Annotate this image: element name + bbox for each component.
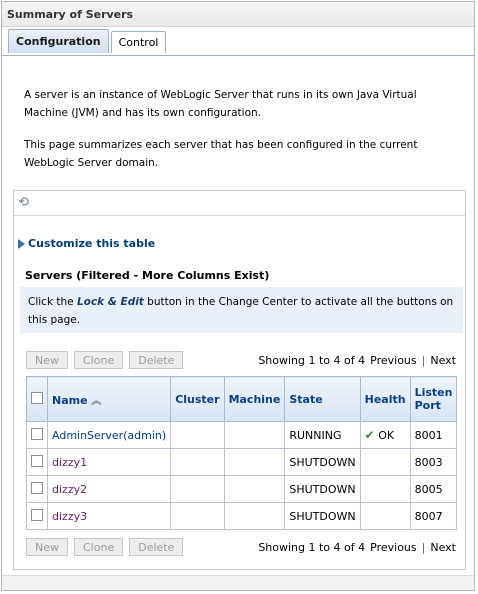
table-toolbar-top (26, 350, 456, 370)
panel-toolbar (14, 191, 465, 216)
clone-button[interactable]: Clone (74, 351, 123, 369)
customize-table-link[interactable] (18, 237, 155, 250)
table-title: Servers (Filtered - More Columns Exist) (25, 269, 270, 282)
column-header-name[interactable] (48, 377, 171, 422)
listen-port-cell: 8003 (410, 449, 457, 476)
state-cell: SHUTDOWN (285, 476, 360, 503)
next-link[interactable]: Next (430, 540, 456, 554)
notice-text-pre: Click the (28, 296, 77, 308)
column-name-label: Name (52, 393, 88, 407)
refresh-icon[interactable]: ⟲ (18, 195, 29, 210)
showing-text: Showing 1 to 4 of 4 (258, 353, 366, 367)
column-header-health[interactable]: Health (360, 377, 410, 422)
row-select-cell (27, 503, 48, 530)
machine-cell (224, 503, 285, 530)
machine-cell (224, 422, 285, 449)
customize-table-label: Customize this table (28, 237, 156, 250)
listen-port-cell: 8001 (410, 422, 457, 449)
cluster-cell (171, 476, 224, 503)
sort-ascending-icon: ︽ (91, 395, 102, 407)
row-checkbox[interactable] (31, 509, 43, 521)
row-select-cell (27, 422, 48, 449)
cluster-cell (171, 503, 224, 530)
server-name-cell (48, 503, 171, 530)
clone-button[interactable]: Clone (74, 538, 123, 556)
listen-port-cell: 8005 (410, 476, 457, 503)
table-row (27, 476, 457, 503)
machine-cell (224, 476, 285, 503)
state-cell: SHUTDOWN (285, 503, 360, 530)
pager (258, 354, 456, 367)
row-checkbox[interactable] (31, 428, 43, 440)
notice-lock-edit: Lock & Edit (76, 296, 144, 308)
server-name-link[interactable]: dizzy3 (52, 509, 88, 523)
row-checkbox[interactable] (31, 482, 43, 494)
select-all-header (27, 377, 48, 422)
pager-separator: | (421, 540, 426, 554)
new-button[interactable]: New (26, 351, 68, 369)
row-select-cell (27, 476, 48, 503)
pager (258, 541, 456, 554)
table-row (27, 422, 457, 449)
summary-of-servers-window (1, 1, 475, 591)
column-header-state[interactable]: State (285, 377, 360, 422)
delete-button[interactable]: Delete (129, 351, 183, 369)
health-cell (360, 422, 410, 449)
row-select-cell (27, 449, 48, 476)
health-text: OK (378, 429, 395, 442)
table-header-row (27, 377, 457, 422)
server-name-link[interactable]: dizzy2 (52, 482, 88, 496)
footer-bar (2, 575, 474, 590)
notice-text-post: button in the Change Center to activate all the buttons on this page. (28, 296, 454, 326)
column-header-listen-port[interactable]: Listen Port (410, 377, 457, 422)
servers-table-panel (13, 190, 466, 570)
tab-divider (2, 55, 474, 56)
server-name-cell (48, 422, 171, 449)
server-name-link[interactable]: dizzy1 (52, 455, 88, 469)
state-cell: RUNNING (285, 422, 360, 449)
health-cell (360, 503, 410, 530)
table-toolbar-bottom (26, 537, 456, 557)
column-header-machine[interactable]: Machine (224, 377, 285, 422)
cluster-cell (171, 449, 224, 476)
table-row (27, 449, 457, 476)
description-instance: A server is an instance of WebLogic Server that runs in its own Java Virtual Machine (JVM) and has its own configuration. (24, 89, 417, 119)
table-row (27, 503, 457, 530)
description-summary: This page summarizes each server that has been configured in the current WebLogic Server domain. (24, 139, 418, 169)
tab-strip (8, 31, 166, 53)
lock-edit-notice (20, 287, 463, 333)
pager-separator: | (421, 353, 426, 367)
delete-button[interactable]: Delete (129, 538, 183, 556)
server-name-link[interactable]: AdminServer(admin) (52, 428, 167, 442)
tab-configuration[interactable]: Configuration (8, 29, 109, 53)
next-link[interactable]: Next (430, 353, 456, 367)
expand-triangle-icon (18, 239, 25, 249)
row-checkbox[interactable] (31, 455, 43, 467)
health-cell (360, 449, 410, 476)
state-cell: SHUTDOWN (285, 449, 360, 476)
cluster-cell (171, 422, 224, 449)
page-title: Summary of Servers (2, 2, 474, 27)
checkmark-icon: ✔ (364, 428, 375, 442)
machine-cell (224, 449, 285, 476)
previous-link[interactable]: Previous (370, 540, 417, 554)
server-name-cell (48, 476, 171, 503)
health-cell (360, 476, 410, 503)
previous-link[interactable]: Previous (370, 353, 417, 367)
server-name-cell (48, 449, 171, 476)
new-button[interactable]: New (26, 538, 68, 556)
servers-table (26, 376, 457, 530)
column-header-cluster[interactable]: Cluster (171, 377, 224, 422)
select-all-checkbox[interactable] (31, 392, 43, 404)
tab-control[interactable]: Control (111, 31, 167, 53)
listen-port-cell: 8007 (410, 503, 457, 530)
showing-text: Showing 1 to 4 of 4 (258, 540, 366, 554)
